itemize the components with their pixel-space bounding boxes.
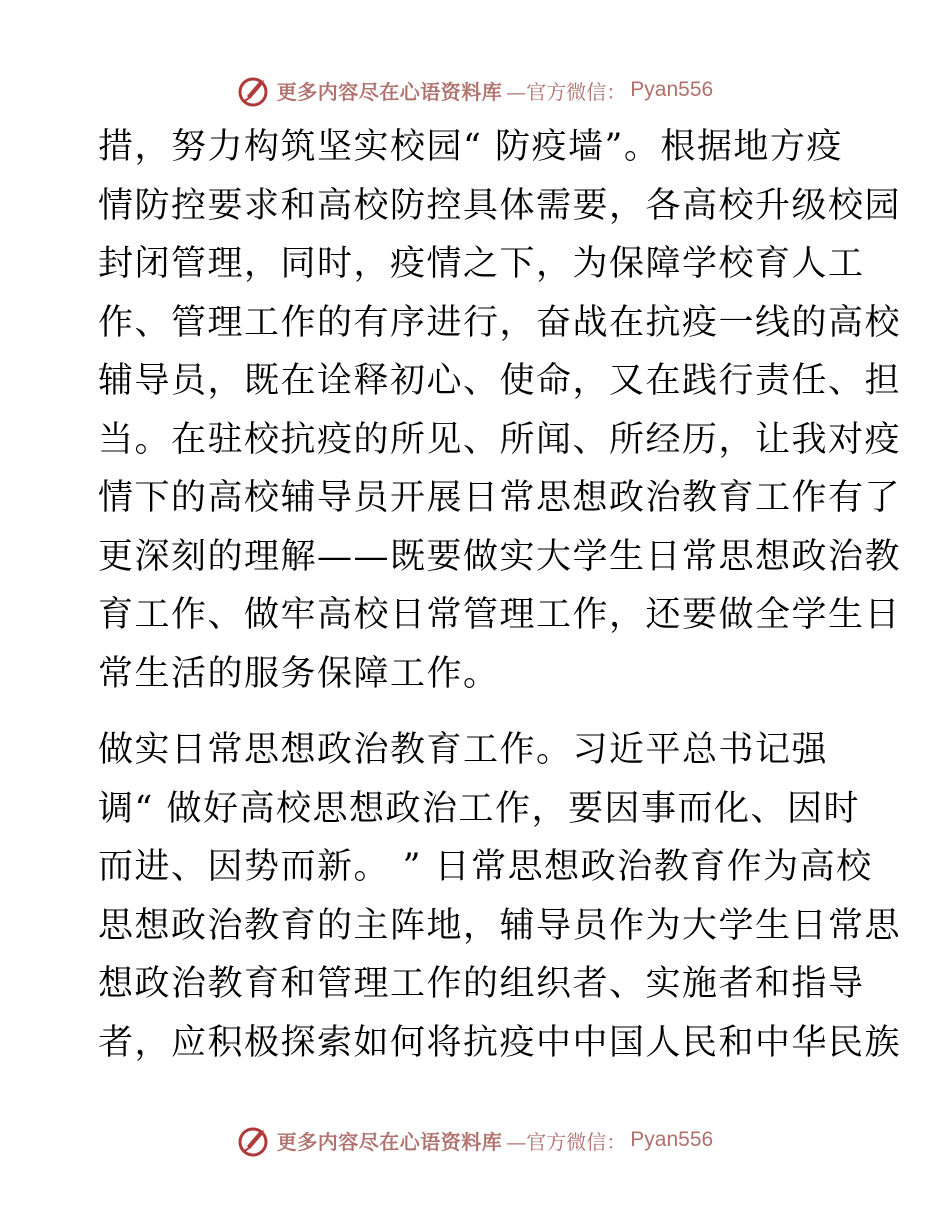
banner-wechat-label: —官方微信： [506,1129,627,1154]
text-line: 封闭管理，同时，疫情之下，为保障学校育人工 [98,244,865,284]
text-line: 思想政治教育的主阵地，辅导员作为大学生日常思 [98,905,902,946]
header-watermark [0,70,950,110]
banner-wechat-id: Pyan556 [630,78,714,101]
text-line: 而进、因势而新。 ” 日常思想政治教育作为高校 [98,847,873,887]
document-body [98,118,902,1072]
text-line: 想政治教育和管理工作的组织者、实施者和指导 [98,964,865,1004]
text-line: 措，努力构筑坚实校园“ 防疫墙”。根据地方疫 [98,127,843,167]
text-line: 辅导员，既在诠释初心、使命，又在践行责任、担 [98,361,902,401]
text-line: 作、管理工作的有序进行，奋战在抗疫一线的高校 [98,302,902,343]
text-line: 情防控要求和高校防控具体需要，各高校升级校园 [98,185,902,226]
text-line: 当。在驻校抗疫的所见、所闻、所经历，让我对疫 [98,419,902,460]
banner-wechat-label: —官方微信： [506,79,627,104]
banner-wechat-id: Pyan556 [630,1128,714,1151]
text-line: 调“ 做好高校思想政治工作，要因事而化、因时 [98,788,861,829]
banner-site-text: 更多内容尽在心语资料库 [276,79,503,104]
text-line: 更深刻的理解——既要做实大学生日常思想政治教 [98,536,902,577]
text-line: 情下的高校辅导员开展日常思想政治教育工作有了 [98,478,902,518]
pen-logo-icon [237,1122,273,1158]
text-line: 育工作、做牢高校日常管理工作，还要做全学生日 [98,595,902,635]
footer-watermark [0,1120,950,1160]
text-line: 者，应积极探索如何将抗疫中中国人民和中华民族 [98,1022,902,1063]
text-line: 常生活的服务保障工作。 [98,653,500,694]
banner-site-text: 更多内容尽在心语资料库 [276,1129,503,1154]
pen-logo-icon [237,72,273,108]
paragraph-1 [98,118,902,703]
text-line: 做实日常思想政治教育工作。习近平总书记强 [98,730,829,770]
paragraph-2 [98,721,902,1072]
